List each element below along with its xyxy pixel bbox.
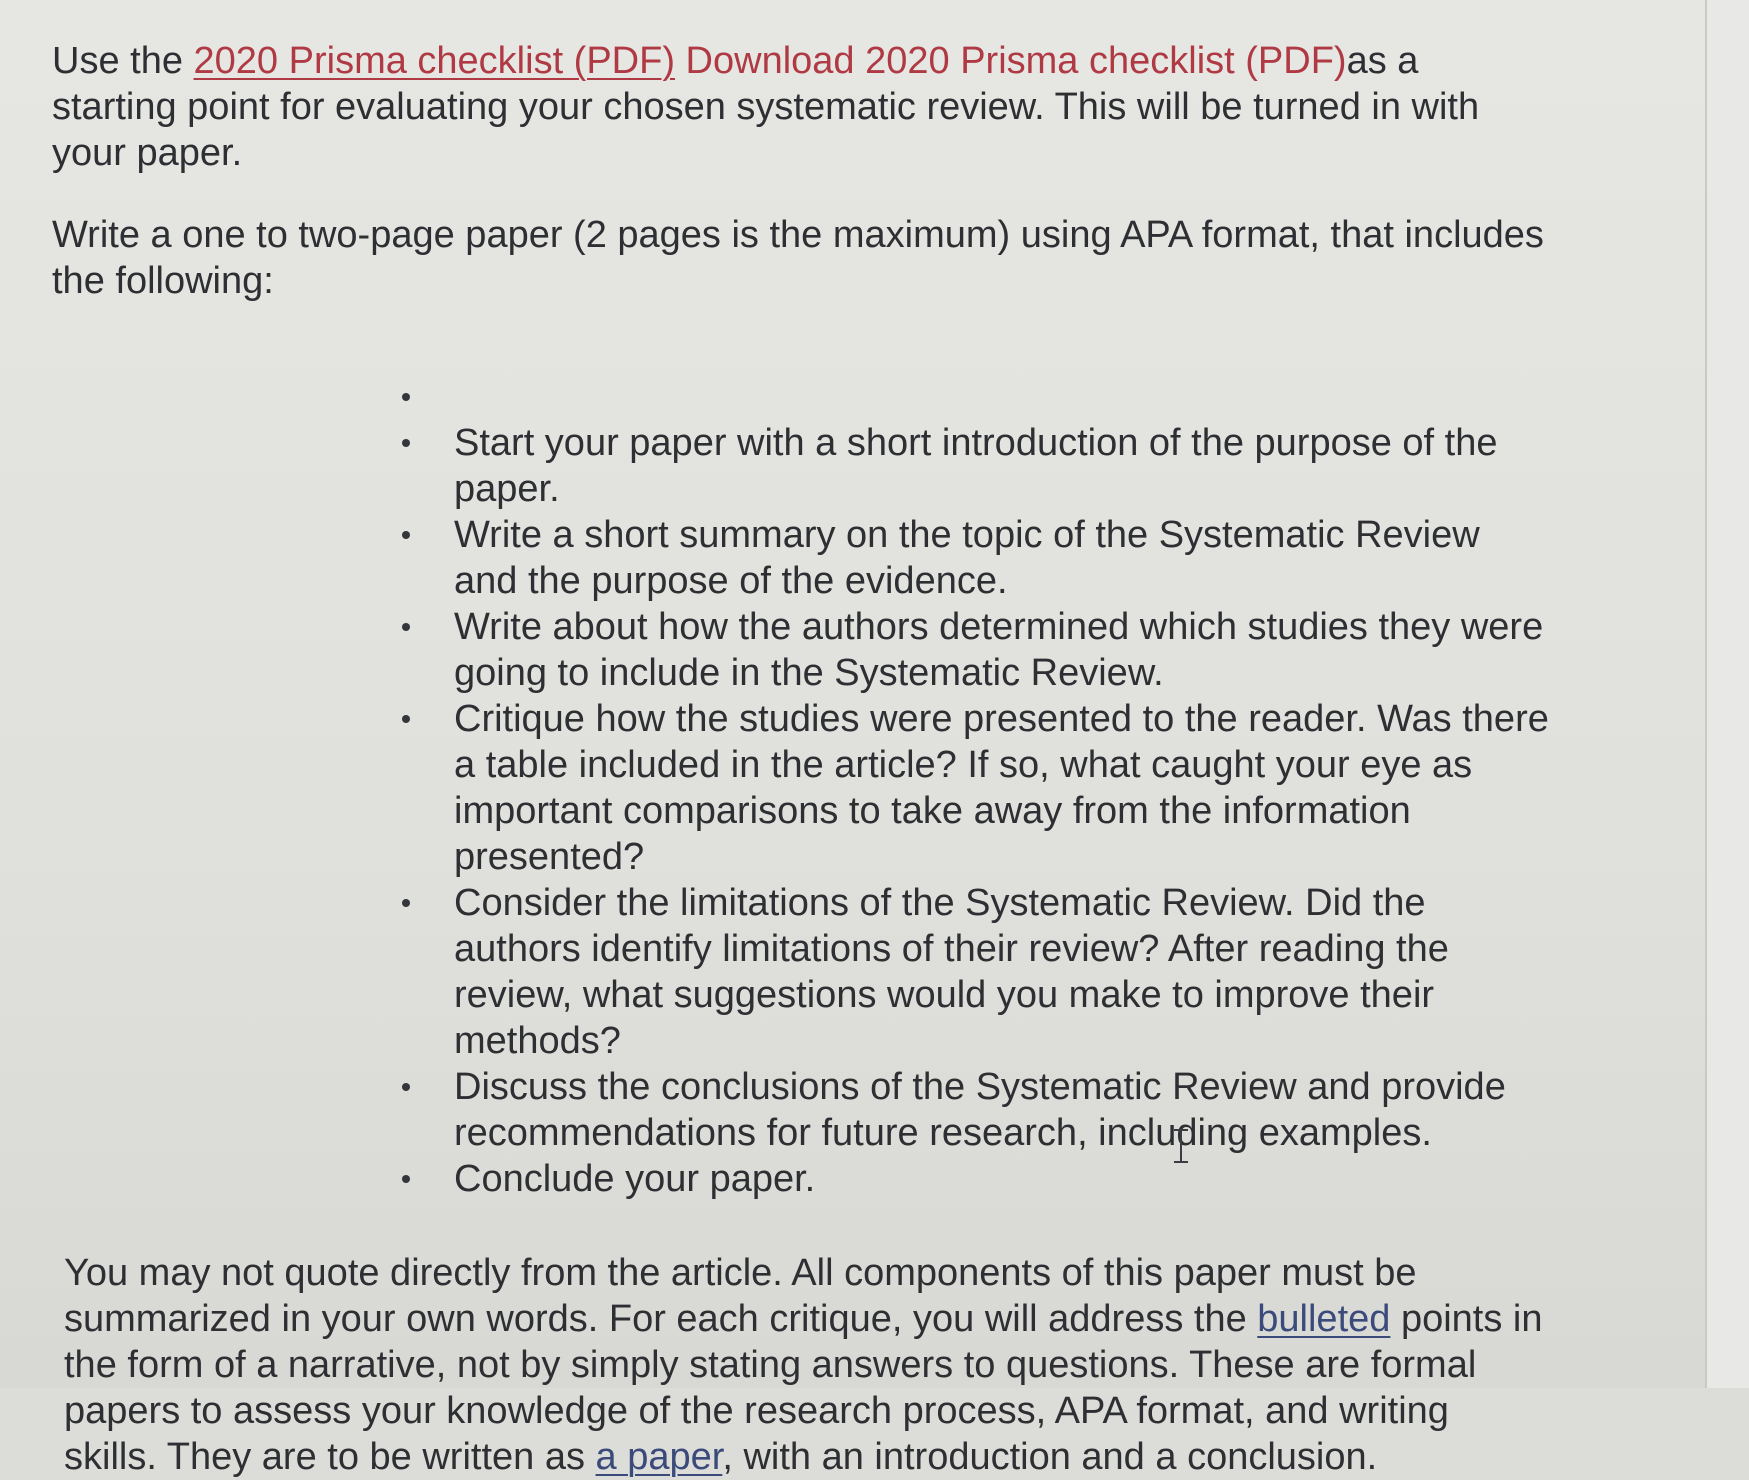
- bullet-dot: [402, 439, 410, 447]
- intro-paragraph: [52, 38, 1532, 176]
- bullet-dot: [402, 623, 410, 631]
- bullet-dot: [402, 531, 410, 539]
- closing-part3: , with an introduction and a conclusion.: [722, 1436, 1378, 1478]
- window-right-edge: [1705, 0, 1749, 1388]
- requirements-list: [52, 374, 1552, 1202]
- bulleted-link[interactable]: bulleted: [1257, 1298, 1391, 1340]
- list-item: [402, 374, 1552, 420]
- text-cursor-icon: [1170, 1128, 1192, 1164]
- list-item: [402, 1064, 1552, 1156]
- bullet-dot: [402, 899, 410, 907]
- list-item: [402, 880, 1552, 1064]
- list-item: [402, 696, 1552, 880]
- list-item: [402, 512, 1552, 604]
- list-item-text: Critique how the studies were presented to the reader. Was there a table included in the article? If so, what caught your eye as important comparisons to take away from the information presented?: [454, 698, 1549, 878]
- list-item-text: Write a short summary on the topic of the Systematic Review and the purpose of the evidence.: [454, 514, 1480, 602]
- bullet-dot: [402, 1083, 410, 1091]
- list-item-text: Conclude your paper.: [454, 1158, 816, 1200]
- prisma-checklist-link[interactable]: 2020 Prisma checklist (PDF): [193, 40, 675, 82]
- closing-part2: points in the form of a narrative, not by simply stating answers to questions. These are formal papers to assess your knowledge of the research process, APA format, and writing skills. They are to be written as: [64, 1298, 1543, 1478]
- instructions-paragraph: Write a one to two-page paper (2 pages is the maximum) using APA format, that includes the following:: [52, 214, 1544, 302]
- bullet-dot: [402, 393, 410, 401]
- list-item: [402, 420, 1552, 512]
- list-item: [402, 604, 1552, 696]
- closing-paragraph: [64, 1250, 1544, 1480]
- list-item-text: Start your paper with a short introduction of the purpose of the paper.: [454, 422, 1498, 510]
- list-item: [402, 1156, 1552, 1202]
- list-item-text: Discuss the conclusions of the Systematic Review and provide recommendations for future research, including examples.: [454, 1066, 1506, 1154]
- a-paper-link[interactable]: a paper: [595, 1436, 723, 1478]
- assignment-content: [52, 38, 1552, 1480]
- bullet-dot: [402, 1175, 410, 1183]
- list-item-text: Write about how the authors determined which studies they were going to include in the Systematic Review.: [454, 606, 1544, 694]
- intro-prefix: Use the: [52, 40, 194, 82]
- closing-part1: You may not quote directly from the article. All components of this paper must be summarized in your own words. For each critique, you will address the: [64, 1252, 1417, 1340]
- list-item-text: Consider the limitations of the Systematic Review. Did the authors identify limitations of their review? After reading the review, what suggestions would you make to improve their methods?: [454, 882, 1449, 1062]
- intro-suffix: as a starting point for evaluating your chosen systematic review. This will be turned in with your paper.: [52, 40, 1480, 174]
- download-prisma-checklist-link[interactable]: Download 2020 Prisma checklist (PDF): [675, 40, 1347, 82]
- bullet-dot: [402, 715, 410, 723]
